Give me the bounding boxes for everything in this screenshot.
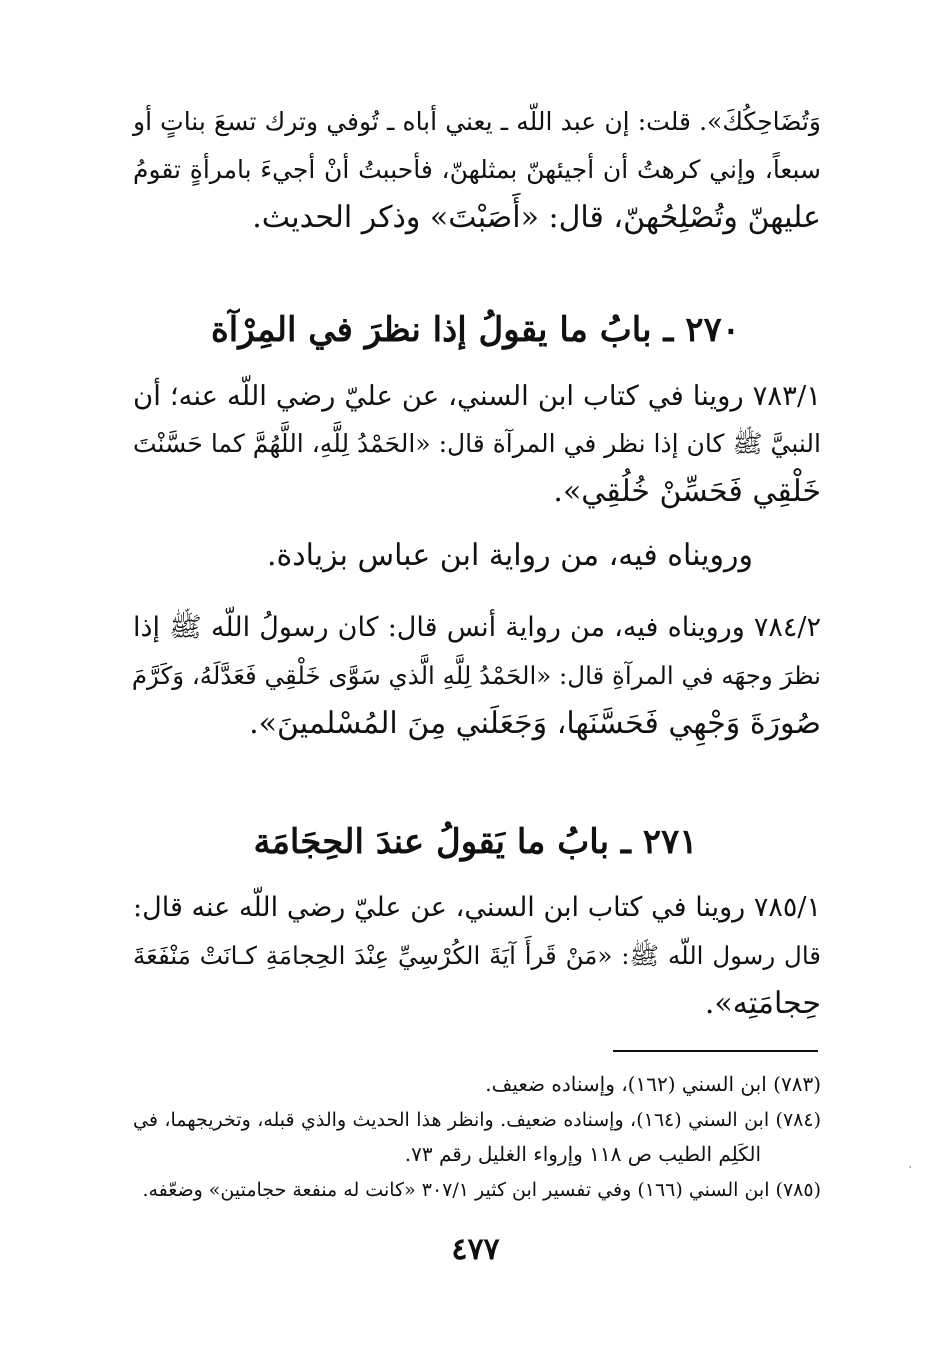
footnote-separator [613,1050,818,1052]
chapter-heading: ٢٧٠ ـ بابُ ما يقولُ إذا نظرَ في المِرْآة [210,310,740,350]
scan-speck-decoration: · [908,1160,913,1176]
hadith-line: ٧٨٣/١ روينا في كتاب ابن السني، عن عليّ رضي اللّه عنه؛ أن [133,380,821,412]
hadith-line: صُورَةَ وَجْهِي فَحَسَّنَها، وَجَعَلَني مِنَ المُسْلمينَ». [249,706,821,741]
footnote-continuation: الكَلِم الطيب ص ١١٨ وإرواء الغليل رقم ٧٣. [404,1142,761,1166]
paragraph-line: عليهنّ وتُصْلِحُهنّ، قال: «أَصَبْتَ» وذكر الحديث. [252,200,821,235]
hadith-line: نظرَ وجهَه في المرآةِ قال: «الحَمْدُ لِلَّهِ الَّذي سَوَّى خَلْقِي فَعَدَّلَهُ، وَكَرَّمَ [131,661,821,690]
paragraph-line: سبعاً، وإني كرهتُ أن أجيئهنّ بمثلهنّ، فأحببتُ أنْ أجيءَ بامرأةٍ تقومُ [133,155,821,184]
paragraph-line: وَتُضَاحِكُكَ». قلت: إن عبد اللّه ـ يعني أباه ـ تُوفي وترك تسعَ بناتٍ أو [133,107,821,136]
chapter-heading: ٢٧١ ـ بابُ ما يَقولُ عندَ الحِجَامَة [253,822,698,862]
hadith-line: ٧٨٤/٢ ورويناه فيه، من رواية أنس قال: كان رسولُ اللّه ﷺ إذا [133,612,821,643]
page-number: ٤٧٧ [451,1232,500,1267]
hadith-line: ٧٨٥/١ روينا في كتاب ابن السني، عن عليّ رضي اللّه عنه قال: [133,892,821,923]
hadith-line: خَلْقِي فَحَسِّنْ خُلُقِي». [553,474,821,509]
footnote: (٧٨٥) ابن السني (١٦٦) وفي تفسير ابن كثير ٣٠٧/١ «كانت له منفعة حجامتين» وضعّفه. [142,1179,821,1201]
note-line: ورويناه فيه، من رواية ابن عباس بزيادة. [267,538,753,573]
hadith-line: حِجامَتِه». [704,986,821,1021]
footnote: (٧٨٣) ابن السني (١٦٢)، وإسناده ضعيف. [485,1072,821,1096]
hadith-line: النبيَّ ﷺ كان إذا نظر في المرآة قال: «الحَمْدُ لِلَّهِ، اللَّهُمَّ كما حَسَّنْتَ [133,429,821,458]
footnote: (٧٨٤) ابن السني (١٦٤)، وإسناده ضعيف. وانظر هذا الحديث والذي قبله، وتخريجهما، في [133,1109,821,1131]
hadith-line: قال رسول اللّه ﷺ: «مَنْ قَرأَ آيَةَ الكُرْسِيِّ عِنْدَ الحِجامَةِ كـانَتْ مَنْفَعَةَ [133,941,821,970]
